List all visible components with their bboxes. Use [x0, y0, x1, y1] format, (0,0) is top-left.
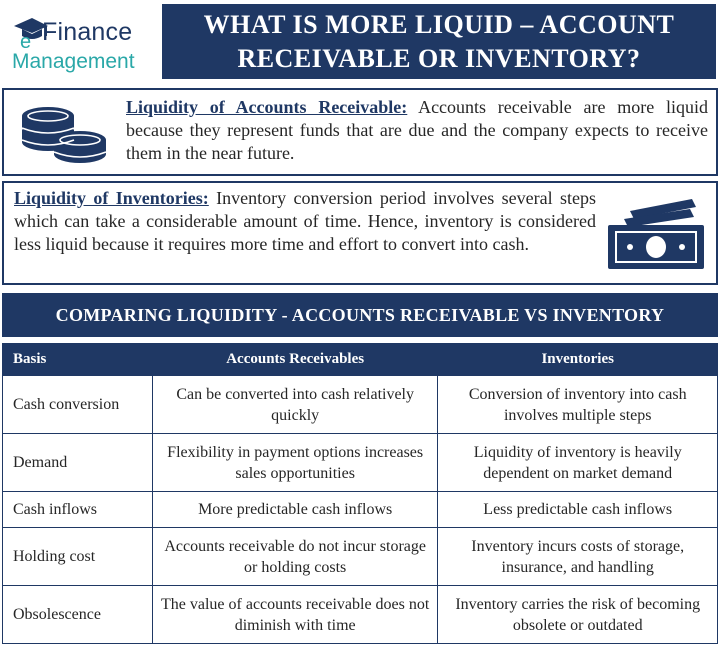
table-header-row	[3, 344, 718, 376]
receivables-cell: The value of accounts receivable does not diminish with time	[152, 586, 438, 644]
brand-line1: Finance	[42, 18, 133, 46]
coins-icon	[16, 102, 112, 166]
logo-letter: e	[20, 31, 32, 50]
receivables-cell: More predictable cash inflows	[152, 492, 438, 528]
receivable-paragraph	[126, 96, 708, 165]
receivable-section	[2, 88, 718, 176]
basis-cell: Holding cost	[3, 528, 153, 586]
page-title: WHAT IS MORE LIQUID – ACCOUNT RECEIVABLE OR INVENTORY?	[203, 9, 675, 73]
inventories-cell: Inventory incurs costs of storage, insurance, and handling	[438, 528, 718, 586]
basis-cell: Demand	[3, 434, 153, 492]
basis-cell: Obsolescence	[3, 586, 153, 644]
table-row	[3, 528, 718, 586]
table-row	[3, 586, 718, 644]
brand-line2: Management	[12, 50, 135, 73]
header	[0, 0, 720, 82]
header-basis: Basis	[3, 344, 153, 376]
money-icon	[604, 197, 708, 271]
comparison-heading: COMPARING LIQUIDITY - ACCOUNTS RECEIVABLE VS INVENTORY	[2, 293, 718, 337]
basis-cell: Cash inflows	[3, 492, 153, 528]
inventory-paragraph	[14, 187, 596, 256]
table-row	[3, 492, 718, 528]
receivables-cell: Accounts receivable do not incur storage or holding costs	[152, 528, 438, 586]
header-inventories: Inventories	[438, 344, 718, 376]
header-receivables: Accounts Receivables	[152, 344, 438, 376]
inventories-cell: Less predictable cash inflows	[438, 492, 718, 528]
receivable-heading: Liquidity of Accounts Receivable:	[126, 97, 408, 117]
receivables-cell: Flexibility in payment options increases sales opportunities	[152, 434, 438, 492]
table-row	[3, 434, 718, 492]
table-row	[3, 376, 718, 434]
page-title-box	[162, 4, 716, 79]
comparison-table	[2, 343, 718, 644]
inventories-cell: Liquidity of inventory is heavily dependent on market demand	[438, 434, 718, 492]
inventories-cell: Inventory carries the risk of becoming obsolete or outdated	[438, 586, 718, 644]
basis-cell: Cash conversion	[3, 376, 153, 434]
receivables-cell: Can be converted into cash relatively quickly	[152, 376, 438, 434]
inventory-heading: Liquidity of Inventories:	[14, 188, 209, 208]
brand-logo[interactable]	[4, 8, 160, 78]
inventory-text: Inventory conversion period involves several steps which can take a considerable amount of time. Hence, inventory is considered less liquid because it requires more time and effort to convert into cash.	[14, 188, 596, 254]
receivable-text: Accounts receivable are more liquid because they represent funds that are due and the company expects to receive them in the near future.	[126, 97, 708, 163]
inventories-cell: Conversion of inventory into cash involves multiple steps	[438, 376, 718, 434]
inventory-section	[2, 181, 718, 285]
